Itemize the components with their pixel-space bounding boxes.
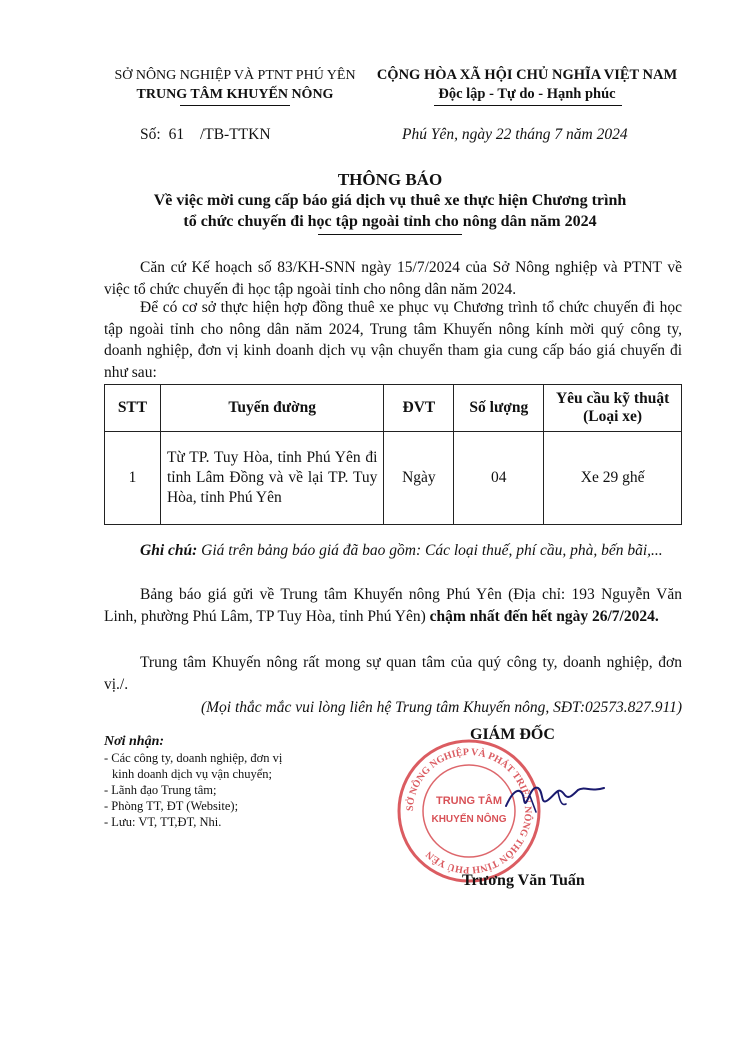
recipient-item: - Lưu: VT, TT,ĐT, Nhi. [104, 815, 222, 829]
invitation-text: Để có cơ sở thực hiện hợp đồng thuê xe phục vụ Chương trình tổ chức chuyến đi học tập ngoài tỉnh cho nông dân năm 2024, Trung tâm Khuyến nông kính mời quý công ty, doanh nghiệp, đơn vị kinh doanh dịch vụ vận chuyển tham gia cung cấp báo giá chuyến đi như sau: [104, 299, 682, 381]
col-quantity: Số lượng [454, 385, 544, 432]
organization-name: TRUNG TÂM KHUYẾN NÔNG [136, 87, 334, 102]
signer-title: GIÁM ĐỐC [470, 726, 555, 743]
basis-text: Căn cứ Kế hoạch số 83/KH-SNN ngày 15/7/2024 của Sở Nông nghiệp và PTNT về việc tổ chức chuyến đi học tập ngoài tỉnh cho nông dân năm 2024. [104, 259, 682, 298]
thanks-paragraph [104, 652, 682, 695]
col-requirement [544, 385, 682, 432]
recipient-item: - Các công ty, doanh nghiệp, đơn vị [104, 751, 283, 765]
parent-organization: SỞ NÔNG NGHIỆP VÀ PTNT PHÚ YÊN [114, 68, 356, 83]
national-header [374, 66, 680, 104]
quotation-table [104, 384, 682, 525]
country-name: CỘNG HÒA XÃ HỘI CHỦ NGHĨA VIỆT NAM [376, 67, 678, 83]
national-motto: Độc lập - Tự do - Hạnh phúc [438, 86, 616, 102]
thanks-text: Trung tâm Khuyến nông rất mong sự quan tâm của quý công ty, doanh nghiệp, đơn vị./. [104, 654, 682, 693]
recipients-block [104, 734, 364, 830]
col-route: Tuyến đường [160, 385, 383, 432]
stamp-center-line-1: TRUNG TÂM [436, 795, 502, 807]
submission-deadline: chậm nhất đến hết ngày 26/7/2024. [429, 607, 659, 625]
table-row [105, 432, 682, 525]
subject-line-1: Về việc mời cung cấp báo giá dịch vụ thuê xe thực hiện Chương trình [153, 192, 627, 209]
motto-underline [434, 105, 622, 106]
document-date: Phú Yên, ngày 22 tháng 7 năm 2024 [402, 126, 628, 143]
stamp-center-line-2: KHUYẾN NÔNG [431, 814, 507, 825]
number-suffix: /TB-TTKN [199, 126, 271, 143]
submission-paragraph [104, 584, 682, 627]
number-label: Số: [140, 126, 161, 143]
subject-underline [318, 234, 462, 235]
document-title: THÔNG BÁO [337, 170, 443, 189]
recipient-item: - Lãnh đạo Trung tâm; [104, 783, 217, 797]
recipient-item: kinh doanh dịch vụ vận chuyển; [112, 767, 273, 781]
submission-text: Bảng báo giá gửi về Trung tâm Khuyến nông Phú Yên (Địa chỉ: 193 Nguyễn Văn Linh, phường Phú Lâm, TP Tuy Hòa, tỉnh Phú Yên) [104, 586, 682, 625]
handwritten-signature-icon [500, 766, 620, 826]
paragraph-invitation [104, 297, 682, 383]
issuing-organization [100, 66, 370, 104]
col-requirement-line-2: (Loại xe) [583, 408, 643, 425]
col-stt: STT [105, 385, 161, 432]
number-value: 61 [168, 126, 185, 143]
table-header-row [105, 385, 682, 432]
col-unit: ĐVT [384, 385, 454, 432]
org-underline [180, 105, 290, 106]
cell-stt: 1 [105, 432, 161, 525]
note-text: Giá trên bảng báo giá đã bao gồm: Các loại thuế, phí cầu, phà, bến bãi,... [201, 542, 663, 559]
recipient-item: - Phòng TT, ĐT (Website); [104, 799, 239, 813]
cell-requirement: Xe 29 ghế [544, 432, 682, 525]
contact-note: (Mọi thắc mắc vui lòng liên hệ Trung tâm Khuyến nông, SĐT:02573.827.911) [200, 699, 682, 716]
paragraph-basis [104, 257, 682, 300]
note-paragraph [104, 540, 682, 562]
cell-route: Từ TP. Tuy Hòa, tỉnh Phú Yên đi tỉnh Lâm Đồng và về lại TP. Tuy Hòa, tỉnh Phú Yên [160, 432, 383, 525]
document-number [140, 126, 271, 144]
subject-line-2: tổ chức chuyến đi học tập ngoài tỉnh cho nông dân năm 2024 [183, 213, 597, 230]
cell-unit: Ngày [384, 432, 454, 525]
cell-quantity: 04 [454, 432, 544, 525]
signer-name: Trương Văn Tuấn [462, 872, 585, 889]
recipients-heading: Nơi nhận: [104, 734, 165, 749]
col-requirement-line-1: Yêu cầu kỹ thuật [555, 390, 670, 407]
document-subject [100, 190, 680, 232]
note-label: Ghi chú: [140, 542, 198, 559]
stamp-ring-text: SỞ NÔNG NGHIỆP VÀ PHÁT TRIỂN NÔNG THÔN TỈNH PHÚ YÊN [404, 746, 534, 876]
